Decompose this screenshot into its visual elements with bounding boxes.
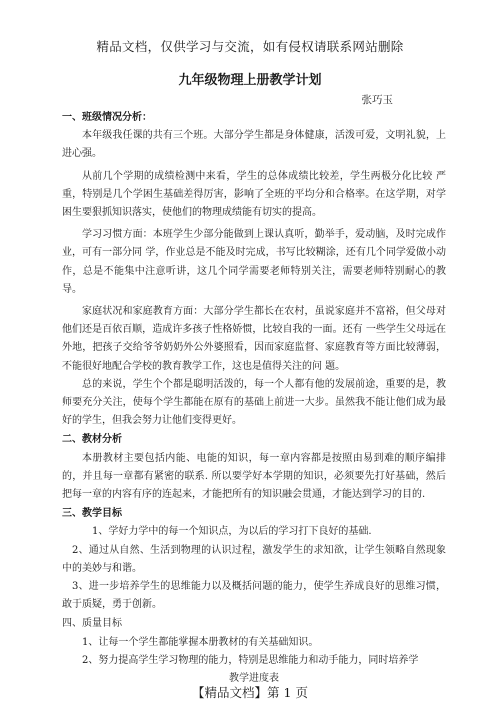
author-name: 张巧玉 bbox=[361, 94, 393, 106]
paragraph: 总的来说，学生个个都是聪明活泼的，每一个人都有他的发展前途，重要的是，教师要充分关注，使每个学生都能在原有的基础上前进一大步。虽然我不能让他们成为最好的学生，但我会努力让他们变得更好。 bbox=[62, 378, 446, 427]
section-heading-class-analysis: 一、班级情况分析： bbox=[62, 112, 152, 123]
paragraph: 学习习惯方面：本班学生少部分能做到上课认真听，勤举手，爱动脑，及时完成作业，可有一部分同 学，作业总是不能及时完成，书写比较糊涂，还有几个同学爱做小动作，总是不能集中注意听讲，这几个同学需要老师特别关注，需要老师特别耐心的教导。 bbox=[62, 229, 446, 295]
paragraph: 家庭状况和家庭教育方面：大部分学生都长在农村，虽说家庭并不富裕，但父母对他们还是百依百顺，造成许多孩子性格娇惯，比较自我的一面。还有 一些学生父母远在外地，把孩子交给爷爷奶奶外公外婆照看，因而家庭监督、家庭教育等方面比较薄弱，不能很好地配合学校的教育教学工作，这也是值得关注的问 题。 bbox=[62, 306, 446, 372]
list-item: 1、让每一个学生都能掌握本册教材的有关基础知识。 bbox=[82, 636, 319, 648]
list-item: 3、进一步培养学生的思维能力以及概括问题的能力，使学生养成良好的思维习惯，敢于质疑，勇于创新。 bbox=[62, 581, 446, 611]
section-heading-textbook-analysis: 二、教材分析 bbox=[62, 434, 122, 446]
schedule-caption: 教学进度表 bbox=[229, 673, 279, 685]
paragraph: 本册教材主要包括内能、电能的知识，每一章内容都是按照由易到难的顺序编排的，并且每一章都有紧密的联系. 所以要学好本学期的知识，必须要先打好基础，然后把每一章的内容有序的连起来，才能把所有的知识融会贯通，才能达到学习的目的. bbox=[62, 452, 446, 501]
list-item: 1、学好力学中的每一个知识点，为以后的学习打下良好的基础. bbox=[92, 526, 372, 538]
list-item: 2、努力提高学生学习物理的能力，特别是思维能力和动手能力，同时培养学 bbox=[82, 654, 419, 666]
list-item: 2、通过从自然、生活到物理的认识过程，激发学生的求知欲，让学生领略自然现象中的美妙与和谐。 bbox=[62, 544, 446, 574]
paragraph: 从前几个学期的成绩检测中来看，学生的总体成绩比较差，学生两极分化比较 严重，特别是几个学困生基础差得厉害，影响了全班的平均分和合格率。在这学期，对学困生要狠抓知识落实，使他们的物理成绩能有切实的提高。 bbox=[62, 170, 446, 219]
document-title: 九年级物理上册教学计划 bbox=[178, 73, 322, 88]
document-body bbox=[62, 108, 446, 688]
page-footer: 【精品文档】第 1 页 bbox=[192, 685, 308, 700]
paragraph: 本年级我任课的共有三个班。大部分学生都是身体健康，活泼可爱，文明礼貌，上进心强。 bbox=[62, 130, 446, 160]
section-heading-quality-goals: 四、质量目标 bbox=[62, 618, 122, 630]
header-notice: 精品文档，仅供学习与交流，如有侵权请联系网站删除 bbox=[96, 39, 404, 54]
section-heading-teaching-goals: 三、教学目标 bbox=[62, 508, 122, 520]
